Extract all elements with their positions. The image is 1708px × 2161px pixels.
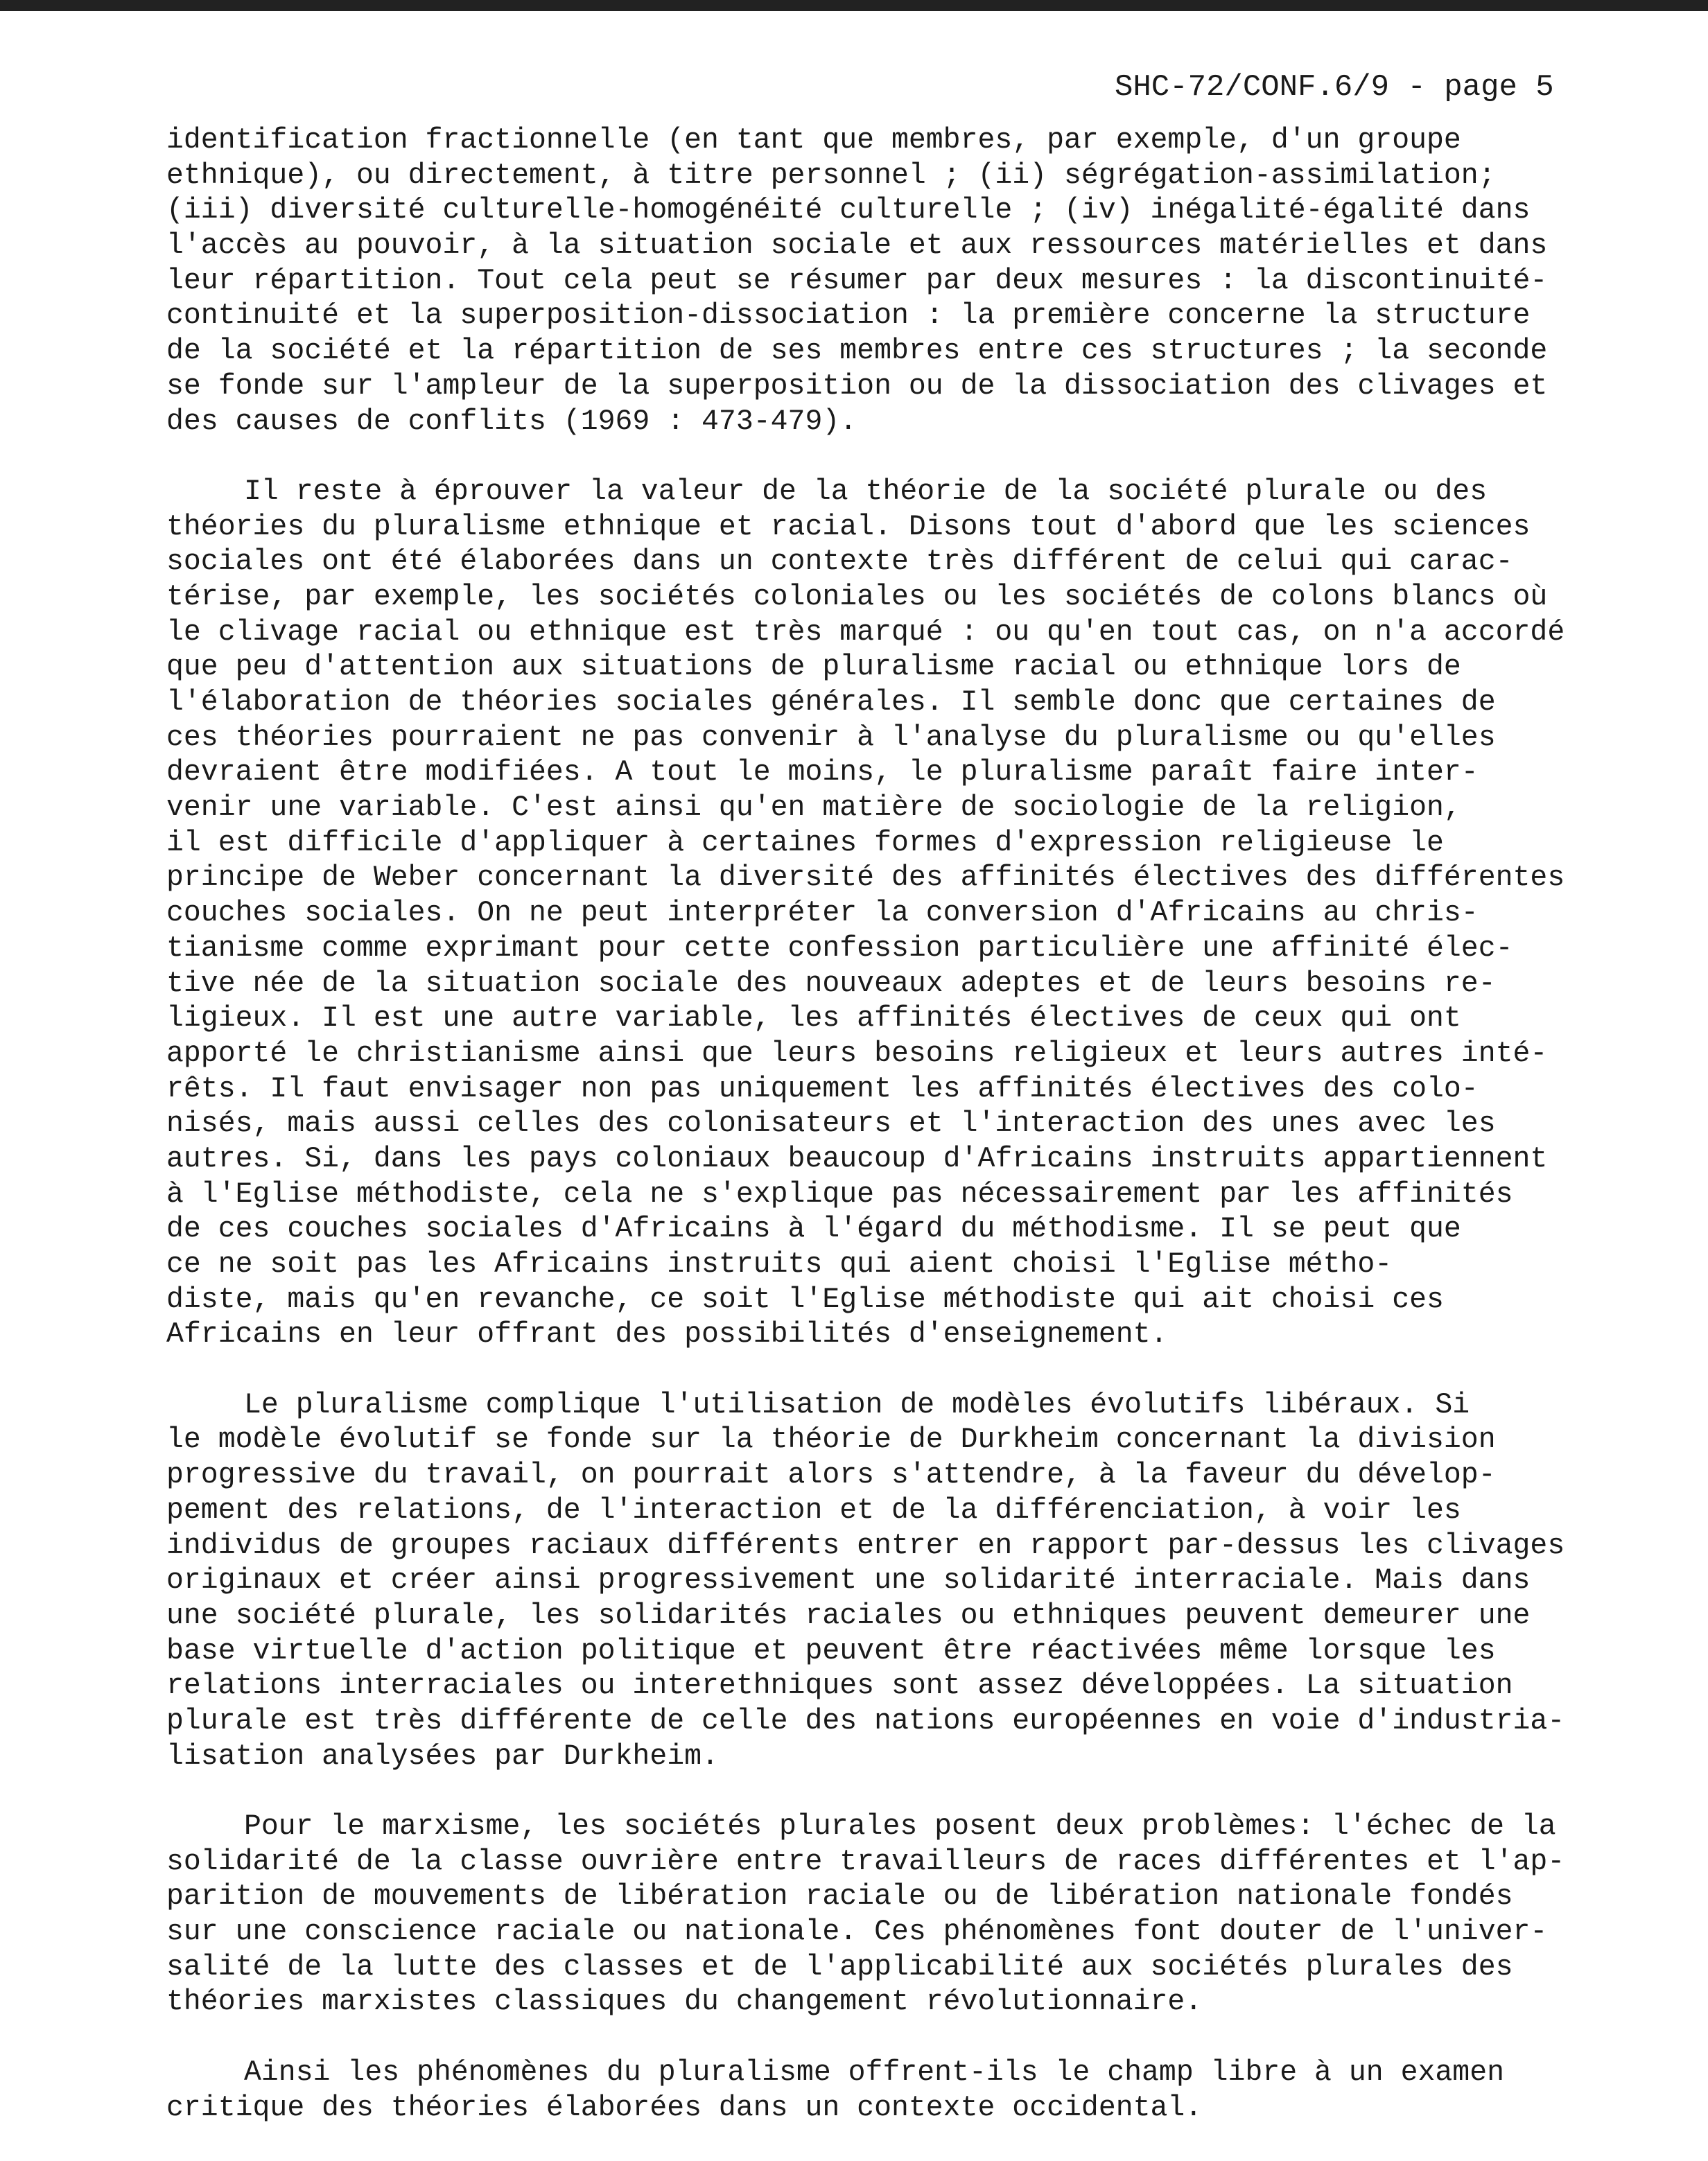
text-line: le clivage racial ou ethnique est très marqué : ou qu'en tout cas, on n'a accordé [166,615,1565,649]
text-line: plurale est très différente de celle des nations européennes en voie d'industria- [166,1704,1565,1738]
text-line: Ainsi les phénomènes du pluralisme offrent-ils le champ libre à un examen [244,2056,1504,2089]
text-line: il est difficile d'appliquer à certaines formes d'expression religieuse le [166,826,1444,859]
text-line: une société plurale, les solidarités raciales ou ethniques peuvent demeurer une [166,1599,1531,1632]
text-line: l'accès au pouvoir, à la situation sociale et aux ressources matérielles et dans [166,229,1548,263]
text-line: que peu d'attention aux situations de pluralisme racial ou ethnique lors de [166,651,1461,684]
text-line: sur une conscience raciale ou nationale. Ces phénomènes font douter de l'univer- [166,1916,1548,1949]
text-line: térise, par exemple, les sociétés coloniales ou les sociétés de colons blancs où [166,580,1548,613]
text-line: théories marxistes classiques du changement révolutionnaire. [166,1986,1203,2019]
text-line: solidarité de la classe ouvrière entre travailleurs de races différentes et l'ap- [166,1845,1565,1878]
text-line: lisation analysées par Durkheim. [166,1740,719,1773]
text-line: salité de la lutte des classes et de l'applicabilité aux sociétés plurales des [166,1950,1513,1984]
paragraph-1 [166,123,1594,439]
text-line: Africains en leur offrant des possibilités d'enseignement. [166,1318,1168,1351]
text-line: autres. Si, dans les pays coloniaux beaucoup d'Africains instruits appartiennent [166,1142,1548,1175]
text-line: ligieux. Il est une autre variable, les affinités électives de ceux qui ont [166,1002,1461,1035]
text-line: l'élaboration de théories sociales générales. Il semble donc que certaines de [166,686,1496,719]
text-line: le modèle évolutif se fonde sur la théorie de Durkheim concernant la division [166,1424,1496,1457]
text-line: principe de Weber concernant la diversité des affinités électives des différentes [166,861,1565,895]
text-line: parition de mouvements de libération raciale ou de libération nationale fondés [166,1880,1513,1914]
text-line: de ces couches sociales d'Africains à l'égard du méthodisme. Il se peut que [166,1213,1461,1246]
text-line: tive née de la situation sociale des nouveaux adeptes et de leurs besoins re- [166,967,1496,1000]
text-line: ce ne soit pas les Africains instruits qui aient choisi l'Eglise métho- [166,1248,1393,1281]
text-line: à l'Eglise méthodiste, cela ne s'explique pas nécessairement par les affinités [166,1178,1513,1211]
text-line: diste, mais qu'en revanche, ce soit l'Eglise méthodiste qui ait choisi ces [166,1283,1444,1316]
document-body [166,123,1594,2161]
text-line: (iii) diversité culturelle-homogénéité culturelle ; (iv) inégalité-égalité dans [166,194,1531,227]
text-line: leur répartition. Tout cela peut se résumer par deux mesures : la discontinuité- [166,264,1548,297]
text-line: originaux et créer ainsi progressivement une solidarité interraciale. Mais dans [166,1564,1531,1598]
text-line: venir une variable. C'est ainsi qu'en matière de sociologie de la religion, [166,791,1461,825]
text-line: pement des relations, de l'interaction et de la différenciation, à voir les [166,1494,1461,1527]
text-line: continuité et la superposition-dissociation : la première concerne la structure [166,299,1531,333]
scan-top-edge [0,0,1708,11]
text-line: couches sociales. On ne peut interpréter la conversion d'Africains au chris- [166,897,1479,930]
text-line: progressive du travail, on pourrait alors s'attendre, à la faveur du dévelop- [166,1459,1496,1492]
text-line: apporté le christianisme ainsi que leurs besoins religieux et leurs autres inté- [166,1037,1548,1070]
text-line: Le pluralisme complique l'utilisation de modèles évolutifs libéraux. Si [244,1388,1470,1421]
paragraph-4 [166,1810,1594,2020]
text-line: nisés, mais aussi celles des colonisateurs et l'interaction des unes avec les [166,1108,1496,1141]
text-line: critique des théories élaborées dans un contexte occidental. [166,2091,1203,2124]
text-line: se fonde sur l'ampleur de la superposition ou de la dissociation des clivages et [166,369,1548,403]
text-line: ces théories pourraient ne pas convenir à l'analyse du pluralisme ou qu'elles [166,721,1496,754]
paragraph-5 [166,2056,1594,2126]
text-line: identification fractionnelle (en tant que membres, par exemple, d'un groupe [166,124,1461,157]
text-line: ethnique), ou directement, à titre personnel ; (ii) ségrégation-assimilation; [166,159,1496,192]
document-reference-header: SHC-72/CONF.6/9 - page 5 [1115,70,1554,105]
text-line: rêts. Il faut envisager non pas uniquement les affinités électives des colo- [166,1072,1479,1105]
text-line: relations interraciales ou interethniques sont assez développées. La situation [166,1670,1513,1703]
text-line: des causes de conflits (1969 : 473-479). [166,405,857,438]
text-line: sociales ont été élaborées dans un contexte très différent de celui qui carac- [166,545,1513,579]
text-line: base virtuelle d'action politique et peuvent être réactivées même lorsque les [166,1634,1496,1668]
text-line: de la société et la répartition de ses membres entre ces structures ; la seconde [166,335,1548,368]
text-line: Pour le marxisme, les sociétés plurales posent deux problèmes: l'échec de la [244,1810,1556,1843]
text-line: Il reste à éprouver la valeur de la théorie de la société plurale ou des [244,475,1488,508]
text-line: théories du pluralisme ethnique et racial. Disons tout d'abord que les sciences [166,510,1531,543]
paragraph-2 [166,475,1594,1353]
text-line: tianisme comme exprimant pour cette confession particulière une affinité élec- [166,931,1513,965]
paragraph-3 [166,1388,1594,1775]
text-line: devraient être modifiées. A tout le moins, le pluralisme paraît faire inter- [166,756,1479,789]
text-line: individus de groupes raciaux différents entrer en rapport par-dessus les clivages [166,1529,1565,1562]
